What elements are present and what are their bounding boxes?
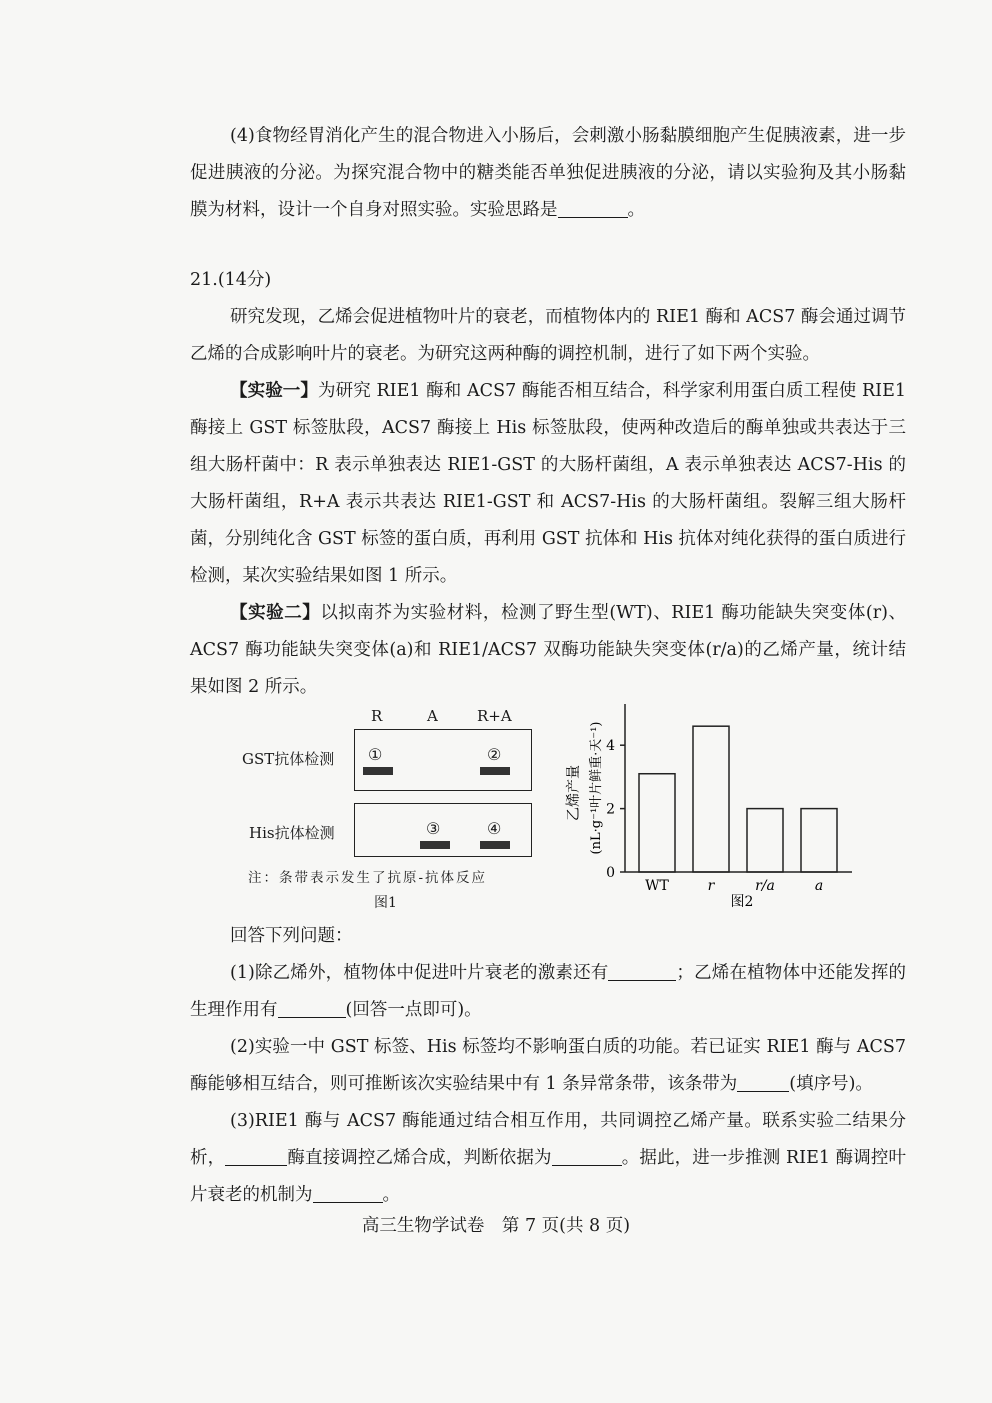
band-4 xyxy=(480,841,510,849)
answer-blank[interactable] xyxy=(278,1000,346,1019)
band-label-4: ④ xyxy=(487,819,502,838)
band-1 xyxy=(363,767,393,775)
col-label-r-plus-a: R+A xyxy=(477,707,512,725)
y-axis-label-line-1: 乙烯产量 xyxy=(566,765,582,821)
answer-blank[interactable] xyxy=(558,200,628,219)
row-label-his: His抗体检测 xyxy=(249,824,335,842)
experiment-2-label: 【实验二】 xyxy=(230,603,321,623)
bar-r-a xyxy=(747,809,783,872)
band-label-3: ③ xyxy=(426,819,441,838)
band-label-2: ② xyxy=(487,745,502,764)
answer-prompt: 回答下列问题： xyxy=(230,926,353,946)
bar-r xyxy=(693,726,729,872)
x-tick-label: a xyxy=(814,878,824,894)
y-axis-label-line-2: (nL·g⁻¹叶片鲜重·天⁻¹) xyxy=(589,721,604,855)
col-label-a: A xyxy=(427,707,438,725)
figure-1-caption: 图1 xyxy=(374,895,397,911)
figure-1-note: 注：条带表示发生了抗原-抗体反应 xyxy=(248,870,488,886)
page-footer: 高三生物学试卷 第 7 页(共 8 页) xyxy=(361,1216,631,1236)
x-tick-label: WT xyxy=(645,878,669,894)
bar-WT xyxy=(639,774,675,872)
question-3-text: (3)RIE1 酶与 ACS7 酶能通过结合相互作用，共同调控乙烯产量。联系实验二结果分析， 酶直接调控乙烯合成，判断依据为 。据此，进一步推测 RIE1 酶调控叶片衰老的机制为 。 xyxy=(190,1111,907,1205)
question-4-text: (4)食物经胃消化产生的混合物进入小肠后，会刺激小肠黏膜细胞产生促胰液素，进一步促进胰液的分泌。为探究混合物中的糖类能否单独促进胰液的分泌，请以实验狗及其小肠黏膜为材料，设计一个自身对照实验。实验思路是 。 xyxy=(190,126,906,220)
band-2 xyxy=(480,767,510,775)
col-label-r: R xyxy=(371,707,383,725)
question-1-text: (1)除乙烯外，植物体中促进叶片衰老的激素还有 ；乙烯在植物体中还能发挥的生理作用有 (回答一点即可)。 xyxy=(190,963,906,1020)
bar-a xyxy=(801,809,837,872)
figure-2-caption: 图2 xyxy=(730,894,754,910)
row-label-gst: GST抗体检测 xyxy=(242,750,335,768)
question-21-header: 21.(14分) xyxy=(190,270,272,290)
experiment-1-label: 【实验一】 xyxy=(230,381,319,401)
experiment-1-text: 【实验一】为研究 RIE1 酶和 ACS7 酶能否相互结合，科学家利用蛋白质工程使 RIE1 酶接上 GST 标签肽段，ACS7 酶接上 His 标签肽段，使两种改造后的酶单独或共表达于三组大肠杆菌中：R 表示单独表达 RIE1-GST 的大肠杆菌组，A 表示单独表达 ACS7-His 的大肠杆菌组，R+A 表示共表达 RIE1-GST 和 ACS7-His 的大肠杆菌组。裂解三组大肠杆菌，分别纯化含 GST 标签的蛋白质，再利用 GST 抗体和 His 抗体对纯化获得的蛋白质进行检测，某次实验结果如图 1 所示。 xyxy=(190,381,907,586)
y-tick-label: 2 xyxy=(606,801,615,818)
intro-text: 研究发现，乙烯会促进植物叶片的衰老，而植物体内的 RIE1 酶和 ACS7 酶会通过调节乙烯的合成影响叶片的衰老。为研究这两种酶的调控机制，进行了如下两个实验。 xyxy=(190,307,906,364)
y-tick-label: 4 xyxy=(606,738,615,755)
x-tick-label: r/a xyxy=(755,878,775,894)
answer-blank[interactable] xyxy=(608,963,676,982)
band-label-1: ① xyxy=(368,745,383,764)
y-tick-label: 0 xyxy=(606,865,615,881)
figure-2-chart xyxy=(560,700,870,915)
answer-blank[interactable] xyxy=(737,1074,789,1093)
answer-blank[interactable] xyxy=(552,1148,622,1167)
band-3 xyxy=(420,841,450,849)
question-2-text: (2)实验一中 GST 标签、His 标签均不影响蛋白质的功能。若已证实 RIE1 酶与 ACS7 酶能够相互结合，则可推断该次实验结果中有 1 条异常条带，该条带为 (填序号)。 xyxy=(190,1037,906,1094)
experiment-2-text: 【实验二】以拟南芥为实验材料，检测了野生型(WT)、RIE1 酶功能缺失突变体(r)、ACS7 酶功能缺失突变体(a)和 RIE1/ACS7 双酶功能缺失突变体(r/a)的乙烯产量，统计结果如图 2 所示。 xyxy=(190,603,906,697)
answer-blank[interactable] xyxy=(225,1148,287,1167)
answer-blank[interactable] xyxy=(313,1185,383,1204)
x-tick-label: r xyxy=(707,878,715,894)
